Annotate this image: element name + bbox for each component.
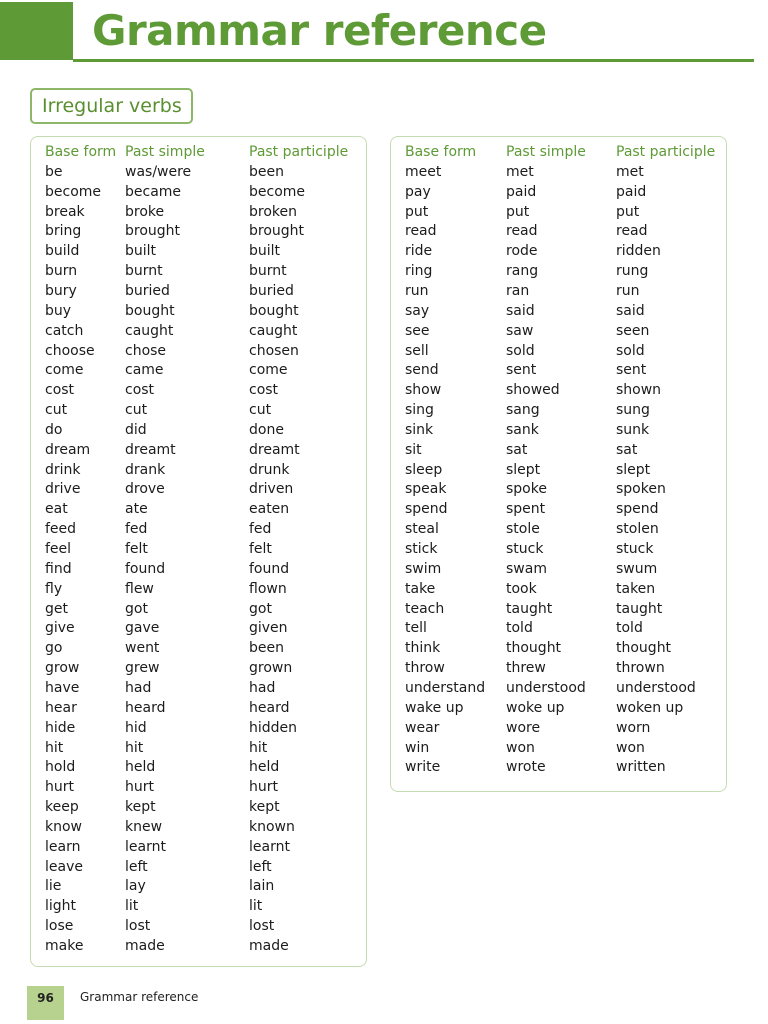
verb-past-participle: cut: [249, 402, 272, 419]
verb-past-simple: gave: [125, 620, 160, 637]
verb-past-simple: became: [125, 183, 182, 200]
page-title: Grammar reference: [92, 6, 547, 55]
verb-past-simple: sang: [506, 402, 540, 419]
verb-past-participle: slept: [616, 461, 651, 478]
verb-past-simple: sold: [506, 342, 535, 359]
verb-past-participle: hurt: [249, 779, 278, 796]
verb-base-form: drive: [45, 481, 81, 498]
verb-base-form: think: [405, 640, 441, 657]
verb-past-simple: burnt: [125, 263, 163, 280]
verb-base-form: make: [45, 938, 84, 954]
verb-past-participle: fed: [249, 521, 272, 538]
verb-base-form: ring: [405, 263, 433, 280]
verb-past-participle: lain: [249, 878, 275, 895]
verb-base-form: sell: [405, 342, 429, 359]
verb-past-simple: cut: [125, 402, 148, 419]
verb-past-simple: wrote: [506, 759, 546, 776]
verb-base-form: put: [405, 203, 429, 220]
verb-past-participle: buried: [249, 282, 294, 299]
verb-past-simple: made: [125, 938, 165, 954]
verb-past-simple: sank: [506, 421, 539, 438]
verb-past-participle: held: [249, 759, 280, 776]
verb-past-simple: won: [506, 739, 535, 756]
verb-base-form: win: [405, 739, 430, 756]
verb-past-simple: understood: [506, 679, 586, 696]
verb-past-simple: grew: [125, 660, 160, 677]
verb-past-simple: took: [506, 580, 537, 597]
verb-past-participle: caught: [249, 322, 298, 339]
verb-past-simple: chose: [125, 342, 167, 359]
verb-past-participle: made: [249, 938, 289, 954]
verb-base-form: get: [45, 600, 68, 617]
verb-past-simple: hit: [125, 739, 144, 756]
verb-base-form: give: [45, 620, 75, 637]
verb-past-simple: lost: [125, 918, 151, 935]
verb-past-simple: threw: [506, 660, 546, 677]
verb-base-form: hold: [45, 759, 76, 776]
verb-past-simple: rang: [506, 263, 539, 280]
verb-past-participle: drunk: [249, 461, 290, 478]
verb-base-form: meet: [405, 163, 442, 180]
verb-past-simple: did: [125, 421, 147, 438]
verb-past-simple: showed: [506, 382, 560, 399]
verb-past-simple: wore: [506, 719, 541, 736]
verb-base-form: become: [45, 183, 102, 200]
verb-base-form: drink: [45, 461, 81, 478]
verb-past-participle: sung: [616, 402, 650, 419]
verb-past-simple: built: [125, 243, 157, 260]
title-rule: [73, 59, 754, 62]
verb-past-participle: thought: [616, 640, 672, 657]
verb-past-participle: met: [616, 163, 644, 180]
verb-past-participle: burnt: [249, 263, 287, 280]
verb-past-participle: cost: [249, 382, 279, 399]
verb-base-form: wake up: [405, 699, 464, 716]
verb-base-form: hide: [45, 719, 76, 736]
verb-base-form: stick: [405, 541, 438, 557]
verb-past-participle: come: [249, 362, 288, 379]
verb-past-simple: broke: [125, 203, 165, 220]
verb-past-participle: rung: [616, 263, 649, 280]
verb-base-form: write: [405, 759, 441, 776]
verb-base-form: bury: [45, 282, 77, 299]
verb-past-simple: fed: [125, 521, 148, 538]
verb-base-form: steal: [405, 521, 439, 538]
verb-past-simple: left: [125, 858, 148, 875]
verb-past-participle: learnt: [249, 838, 290, 855]
verb-base-form: keep: [45, 799, 79, 816]
verb-past-participle: seen: [616, 322, 650, 339]
verb-base-form: sink: [405, 421, 434, 438]
verb-past-participle: woken up: [616, 699, 684, 716]
verb-base-form: tell: [405, 620, 427, 637]
verb-past-participle: hidden: [249, 719, 298, 736]
verb-base-form: buy: [45, 302, 72, 319]
verb-past-simple: buried: [125, 282, 170, 299]
verb-base-form: dream: [45, 441, 91, 458]
verb-past-simple: paid: [506, 183, 537, 200]
footer-label: Grammar reference: [80, 990, 199, 1004]
verb-past-participle: driven: [249, 481, 294, 498]
verb-past-participle: shown: [616, 382, 662, 399]
verb-past-participle: broken: [249, 203, 297, 220]
verb-base-form: feed: [45, 521, 77, 538]
verb-base-form: fly: [45, 580, 63, 597]
verb-past-simple: drank: [125, 461, 166, 478]
verb-base-form: swim: [405, 560, 442, 577]
verb-past-participle: felt: [249, 541, 272, 557]
verb-base-form: come: [45, 362, 84, 379]
verb-past-simple: taught: [506, 600, 553, 617]
verb-past-participle: had: [249, 679, 276, 696]
verb-past-simple: told: [506, 620, 533, 637]
verb-base-form: burn: [45, 263, 78, 280]
column-header-past-participle: Past participle: [249, 144, 349, 160]
verb-past-participle: won: [616, 739, 645, 756]
verb-past-simple: bought: [125, 302, 175, 319]
verb-base-form: spend: [405, 501, 448, 518]
section-title-box: [30, 88, 193, 124]
column-header-past-simple: Past simple: [506, 144, 586, 160]
verb-base-form: speak: [405, 481, 447, 498]
verb-past-participle: sat: [616, 441, 638, 458]
verb-past-participle: worn: [616, 719, 651, 736]
verb-past-participle: written: [616, 759, 666, 776]
verb-past-participle: grown: [249, 660, 293, 677]
verb-past-simple: saw: [506, 322, 534, 339]
verb-past-participle: built: [249, 243, 281, 260]
verb-base-form: eat: [45, 501, 68, 518]
verb-base-form: wear: [405, 719, 440, 736]
verb-base-form: ride: [405, 243, 433, 260]
verb-past-participle: spend: [616, 501, 659, 518]
verb-base-form: feel: [45, 541, 72, 557]
verb-past-participle: eaten: [249, 501, 290, 518]
verb-past-simple: came: [125, 362, 164, 379]
verb-past-simple: slept: [506, 461, 541, 478]
verb-base-form: light: [45, 898, 77, 915]
verb-past-simple: stole: [506, 521, 540, 538]
page-number: 96: [37, 991, 54, 1005]
verb-past-participle: run: [616, 282, 640, 299]
verb-base-form: throw: [405, 660, 445, 677]
verb-past-participle: chosen: [249, 342, 299, 359]
verb-base-form: build: [45, 243, 80, 260]
verb-base-form: take: [405, 580, 436, 597]
verb-past-simple: caught: [125, 322, 174, 339]
verb-base-form: learn: [45, 838, 81, 855]
verb-past-participle: given: [249, 620, 288, 637]
verb-past-simple: spent: [506, 501, 546, 518]
verb-past-simple: rode: [506, 243, 538, 260]
verb-base-form: sleep: [405, 461, 443, 478]
verb-past-participle: put: [616, 203, 640, 220]
verb-past-participle: got: [249, 600, 272, 617]
verb-past-participle: heard: [249, 699, 290, 716]
verb-past-participle: sold: [616, 342, 645, 359]
verb-base-form: say: [405, 302, 430, 319]
verb-past-participle: taken: [616, 580, 656, 597]
verb-base-form: run: [405, 282, 429, 299]
verb-base-form: send: [405, 362, 439, 379]
verb-past-participle: sunk: [616, 421, 650, 438]
verb-past-participle: done: [249, 421, 284, 438]
verb-base-form: hurt: [45, 779, 74, 796]
verb-past-simple: stuck: [506, 541, 544, 557]
verb-past-simple: woke up: [506, 699, 565, 716]
verb-base-form: show: [405, 382, 442, 399]
verb-past-simple: heard: [125, 699, 166, 716]
verb-past-simple: sat: [506, 441, 528, 458]
verb-base-form: have: [45, 679, 80, 696]
verb-base-form: hear: [45, 699, 77, 716]
verb-past-participle: said: [616, 302, 645, 319]
verb-base-form: do: [45, 421, 63, 438]
verb-base-form: grow: [45, 660, 80, 677]
section-title: Irregular verbs: [42, 95, 182, 117]
verb-past-participle: been: [249, 163, 284, 180]
verb-past-simple: sent: [506, 362, 537, 379]
verb-base-form: sit: [405, 441, 422, 458]
verb-base-form: hit: [45, 739, 64, 756]
verb-base-form: bring: [45, 223, 82, 240]
verb-past-simple: met: [506, 163, 534, 180]
verb-past-simple: cost: [125, 382, 155, 399]
verb-past-participle: become: [249, 183, 306, 200]
verb-past-simple: hurt: [125, 779, 154, 796]
verb-base-form: break: [45, 203, 85, 220]
verb-past-simple: ate: [125, 501, 148, 518]
verb-past-simple: brought: [125, 223, 181, 240]
verb-base-form: be: [45, 163, 63, 180]
verb-past-participle: found: [249, 560, 290, 577]
verb-base-form: sing: [405, 402, 434, 419]
verb-past-participle: ridden: [616, 243, 661, 260]
verb-past-simple: ran: [506, 282, 530, 299]
verb-past-simple: got: [125, 600, 148, 617]
verb-past-simple: lit: [125, 898, 139, 915]
verb-past-participle: known: [249, 818, 295, 835]
column-header-past-simple: Past simple: [125, 144, 205, 160]
verb-past-participle: brought: [249, 223, 305, 240]
verb-past-simple: was/were: [125, 163, 192, 180]
verb-base-form: lie: [45, 878, 62, 895]
verb-past-simple: swam: [506, 560, 547, 577]
verb-base-form: cost: [45, 382, 75, 399]
verb-past-simple: found: [125, 560, 166, 577]
verb-base-form: pay: [405, 183, 431, 200]
verb-past-simple: read: [506, 223, 538, 240]
page-number-block: [27, 986, 64, 1020]
header-color-block: [0, 2, 73, 60]
verb-past-participle: taught: [616, 600, 663, 617]
verb-base-form: see: [405, 322, 430, 339]
verb-past-simple: felt: [125, 541, 148, 557]
verb-past-participle: sent: [616, 362, 647, 379]
verb-past-simple: drove: [125, 481, 165, 498]
verb-past-simple: held: [125, 759, 156, 776]
verb-past-participle: paid: [616, 183, 647, 200]
verb-past-participle: left: [249, 858, 272, 875]
verb-past-participle: thrown: [616, 660, 665, 677]
verb-base-form: read: [405, 223, 437, 240]
verb-past-participle: lost: [249, 918, 275, 935]
verb-base-form: go: [45, 640, 63, 657]
verb-past-simple: flew: [125, 580, 154, 597]
verb-past-participle: hit: [249, 739, 268, 756]
verb-table-right: [390, 136, 727, 792]
verb-past-simple: thought: [506, 640, 562, 657]
verb-past-simple: hid: [125, 719, 147, 736]
verb-past-participle: been: [249, 640, 284, 657]
verb-past-simple: had: [125, 679, 152, 696]
verb-base-form: find: [45, 560, 72, 577]
verb-past-participle: understood: [616, 679, 696, 696]
verb-past-simple: knew: [125, 818, 163, 835]
column-header-past-participle: Past participle: [616, 144, 716, 160]
verb-past-simple: said: [506, 302, 535, 319]
verb-table-left: [30, 136, 367, 967]
verb-base-form: leave: [45, 858, 83, 875]
verb-base-form: catch: [45, 322, 84, 339]
verb-past-simple: put: [506, 203, 530, 220]
verb-past-participle: stolen: [616, 521, 659, 538]
verb-past-participle: kept: [249, 799, 280, 816]
verb-past-simple: lay: [125, 878, 146, 895]
verb-past-participle: bought: [249, 302, 299, 319]
verb-past-participle: read: [616, 223, 648, 240]
verb-base-form: choose: [45, 342, 95, 359]
verb-past-participle: swum: [616, 560, 658, 577]
verb-base-form: understand: [405, 679, 486, 696]
verb-past-participle: told: [616, 620, 643, 637]
verb-base-form: lose: [45, 918, 74, 935]
verb-past-participle: flown: [249, 580, 287, 597]
verb-past-simple: spoke: [506, 481, 547, 498]
verb-past-participle: spoken: [616, 481, 666, 498]
verb-past-simple: dreamt: [125, 441, 176, 458]
verb-past-simple: kept: [125, 799, 156, 816]
verb-base-form: cut: [45, 402, 68, 419]
verb-past-simple: learnt: [125, 838, 166, 855]
verb-base-form: know: [45, 818, 82, 835]
column-header-base-form: Base form: [405, 144, 477, 160]
verb-past-participle: lit: [249, 898, 263, 915]
verb-past-participle: dreamt: [249, 441, 300, 458]
verb-past-simple: went: [125, 640, 160, 657]
verb-base-form: teach: [405, 600, 445, 617]
verb-past-participle: stuck: [616, 541, 654, 557]
column-header-base-form: Base form: [45, 144, 117, 160]
